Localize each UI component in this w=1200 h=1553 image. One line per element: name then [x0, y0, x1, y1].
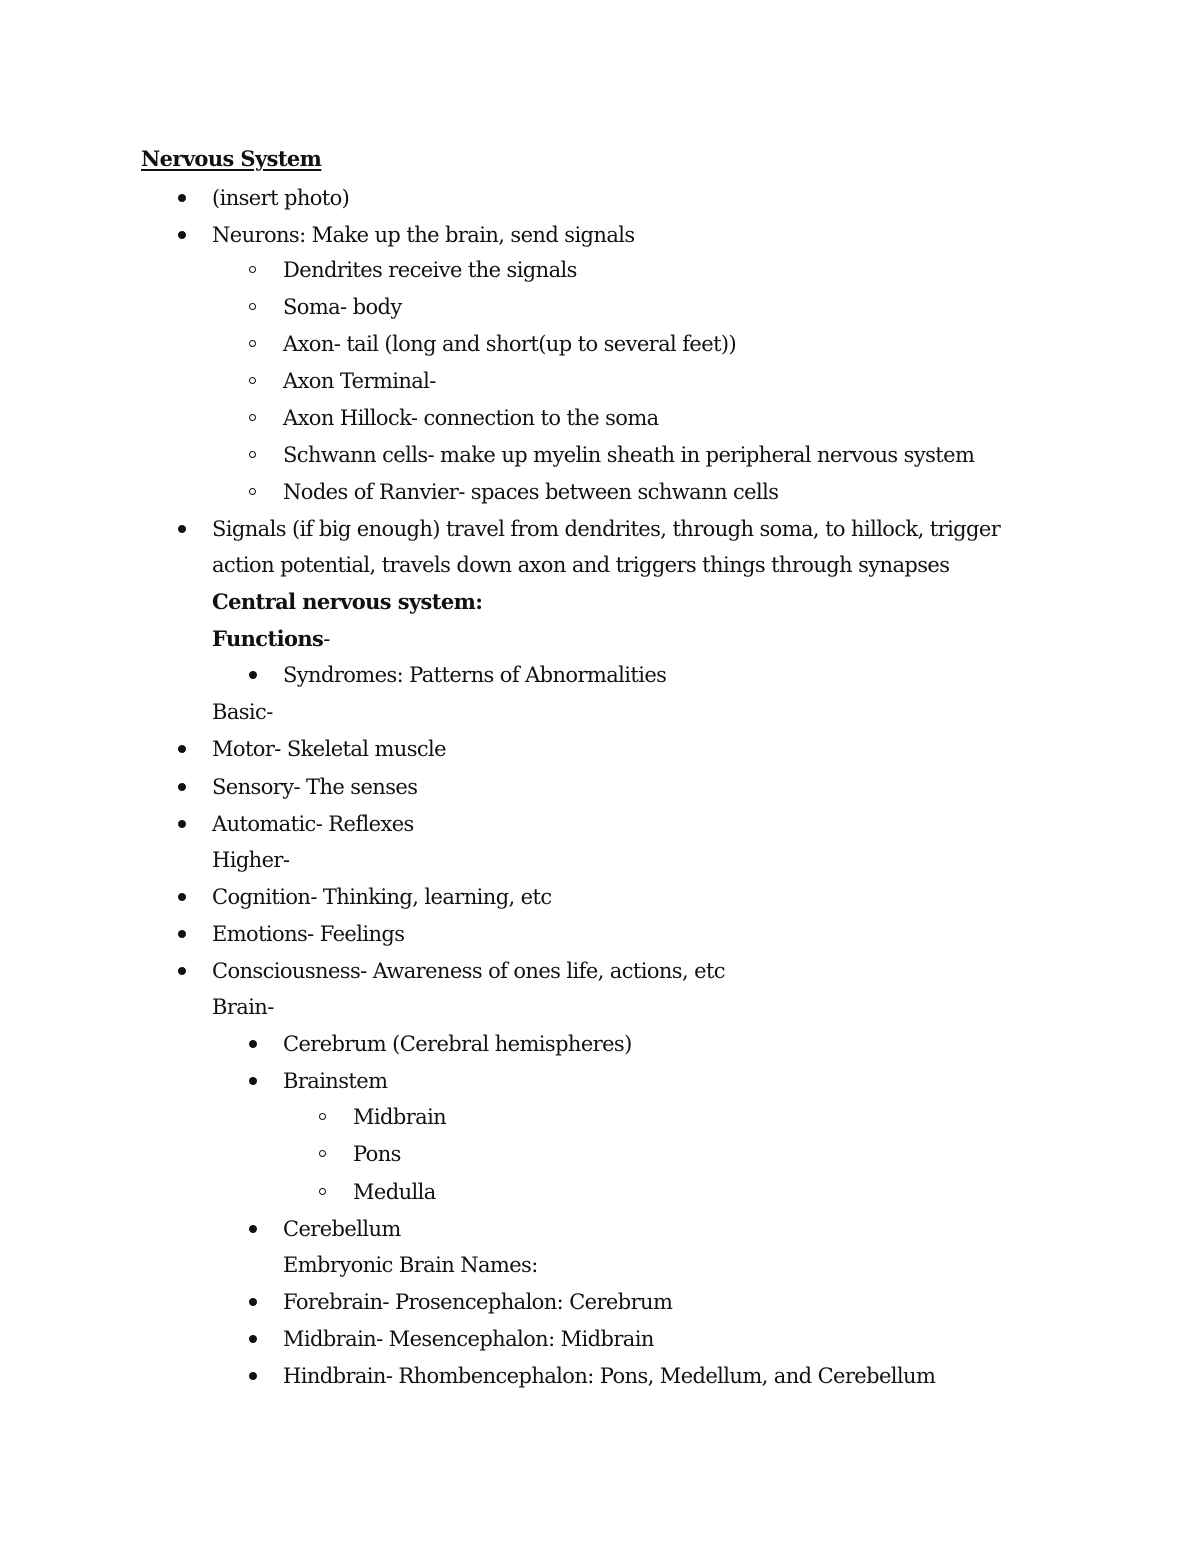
bullet-icon [178, 967, 186, 975]
list-item: Cerebrum (Cerebral hemispheres) [283, 1032, 632, 1056]
bullet-icon [249, 1040, 257, 1048]
list-item: Cerebellum [283, 1217, 401, 1241]
subheading: Embryonic Brain Names: [283, 1253, 538, 1277]
circle-bullet-icon [249, 266, 256, 273]
functions-dash: - [323, 627, 330, 651]
functions-label: Functions [212, 626, 324, 651]
list-item: Signals (if big enough) travel from dendrites, through soma, to hillock, trigger [212, 517, 1001, 541]
list-item: Dendrites receive the signals [283, 258, 577, 282]
list-item: Brainstem [283, 1069, 388, 1093]
list-item: Midbrain- Mesencephalon: Midbrain [283, 1327, 654, 1351]
list-item: Schwann cells- make up myelin sheath in peripheral nervous system [283, 443, 975, 467]
bullet-icon [178, 231, 186, 239]
list-item: Axon Terminal- [283, 369, 436, 393]
bullet-icon [249, 671, 257, 679]
circle-bullet-icon [319, 1113, 326, 1120]
bullet-icon [178, 745, 186, 753]
list-item: Motor- Skeletal muscle [212, 737, 446, 761]
list-item: Soma- body [283, 295, 402, 319]
page-title: Nervous System [141, 146, 322, 171]
list-item: Syndromes: Patterns of Abnormalities [283, 663, 667, 687]
list-item: Forebrain- Prosencephalon: Cerebrum [283, 1290, 673, 1314]
list-item: Automatic- Reflexes [212, 812, 414, 836]
bullet-icon [249, 1225, 257, 1233]
circle-bullet-icon [249, 340, 256, 347]
subheading: Basic- [212, 700, 273, 724]
section-heading: Central nervous system: [212, 589, 483, 614]
bullet-icon [249, 1298, 257, 1306]
section-heading [212, 621, 330, 657]
bullet-icon [249, 1372, 257, 1380]
list-item: Consciousness- Awareness of ones life, actions, etc [212, 959, 725, 983]
list-item: Hindbrain- Rhombencephalon: Pons, Medellum, and Cerebellum [283, 1364, 936, 1388]
list-item: Medulla [353, 1180, 436, 1204]
bullet-icon [178, 525, 186, 533]
subheading: Brain- [212, 995, 274, 1019]
subheading: Higher- [212, 848, 290, 872]
list-item: Pons [353, 1142, 401, 1166]
circle-bullet-icon [319, 1150, 326, 1157]
bullet-icon [249, 1077, 257, 1085]
bullet-icon [178, 194, 186, 202]
bullet-icon [249, 1335, 257, 1343]
bullet-icon [178, 893, 186, 901]
bullet-icon [178, 930, 186, 938]
circle-bullet-icon [319, 1188, 326, 1195]
list-item: Midbrain [353, 1105, 447, 1129]
circle-bullet-icon [249, 303, 256, 310]
circle-bullet-icon [249, 414, 256, 421]
list-item: Sensory- The senses [212, 775, 418, 799]
circle-bullet-icon [249, 377, 256, 384]
list-item: Nodes of Ranvier- spaces between schwann cells [283, 480, 779, 504]
circle-bullet-icon [249, 488, 256, 495]
circle-bullet-icon [249, 451, 256, 458]
list-item-continuation: action potential, travels down axon and triggers things through synapses [212, 553, 950, 577]
list-item: Neurons: Make up the brain, send signals [212, 223, 635, 247]
bullet-icon [178, 783, 186, 791]
list-item: (insert photo) [212, 186, 350, 210]
list-item: Axon Hillock- connection to the soma [283, 406, 659, 430]
list-item: Axon- tail (long and short(up to several feet)) [283, 332, 737, 356]
list-item: Emotions- Feelings [212, 922, 405, 946]
bullet-icon [178, 820, 186, 828]
list-item: Cognition- Thinking, learning, etc [212, 885, 552, 909]
